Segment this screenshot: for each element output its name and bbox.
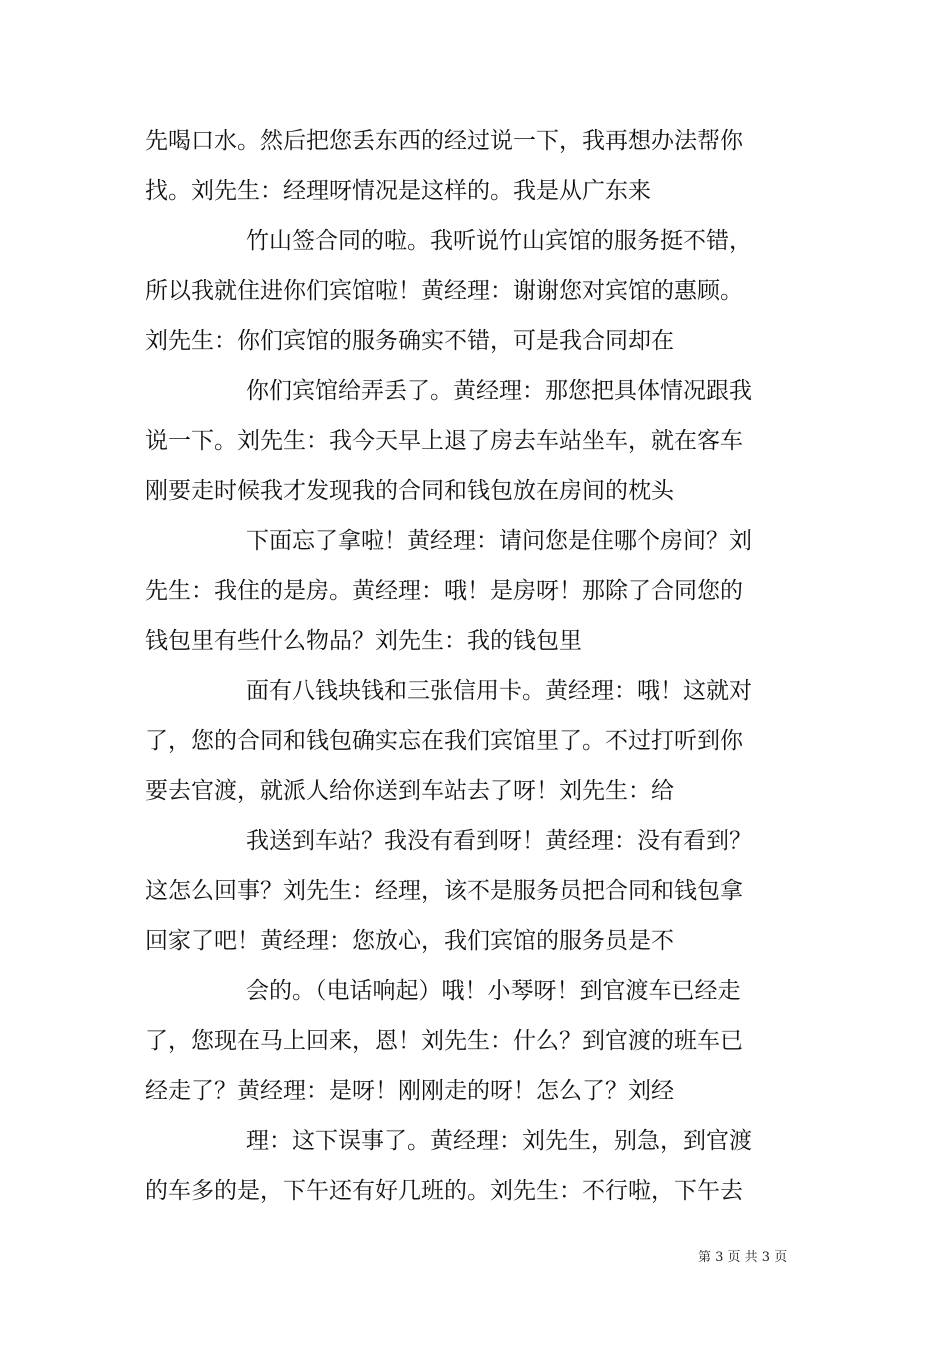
text-line: 刚要走时候我才发现我的合同和钱包放在房间的枕头 <box>145 478 674 504</box>
text-line: 了，您的合同和钱包确实忘在我们宾馆里了。不过打听到你 <box>145 728 743 754</box>
text-line: 面有八钱块钱和三张信用卡。黄经理：哦！这就对 <box>246 678 752 704</box>
text-line: 说一下。刘先生：我今天早上退了房去车站坐车，就在客车 <box>145 428 743 454</box>
page-number-footer: 第 3 页 共 3 页 <box>698 1250 788 1265</box>
text-line: 下面忘了拿啦！黄经理：请问您是住哪个房间？刘 <box>246 528 752 554</box>
text-line: 了，您现在马上回来，恩！刘先生：什么？到官渡的班车已 <box>145 1028 743 1054</box>
text-line: 找。刘先生：经理呀情况是这样的。我是从广东来 <box>145 178 651 204</box>
text-line: 回家了吧！黄经理：您放心，我们宾馆的服务员是不 <box>145 928 674 954</box>
text-line: 竹山签合同的啦。我听说竹山宾馆的服务挺不错， <box>246 228 752 254</box>
text-line: 会的。（电话响起）哦！小琴呀！到官渡车已经走 <box>246 978 741 1004</box>
text-line: 你们宾馆给弄丢了。黄经理：那您把具体情况跟我 <box>246 378 752 404</box>
body-text <box>145 116 785 1216</box>
text-line: 刘先生：你们宾馆的服务确实不错，可是我合同却在 <box>145 328 674 354</box>
text-line: 钱包里有些什么物品？刘先生：我的钱包里 <box>145 628 582 654</box>
text-line: 先生：我住的是房。黄经理：哦！是房呀！那除了合同您的 <box>145 578 743 604</box>
text-line: 要去官渡，就派人给你送到车站去了呀！刘先生：给 <box>145 778 674 804</box>
text-line: 所以我就住进你们宾馆啦！黄经理：谢谢您对宾馆的惠顾。 <box>145 278 743 304</box>
text-line: 这怎么回事？刘先生：经理，该不是服务员把合同和钱包拿 <box>145 878 743 904</box>
text-line: 我送到车站？我没有看到呀！黄经理：没有看到？ <box>246 828 752 854</box>
text-line: 理：这下误事了。黄经理：刘先生，别急，到官渡 <box>246 1128 752 1154</box>
text-line: 先喝口水。然后把您丢东西的经过说一下，我再想办法帮你 <box>145 128 743 154</box>
text-line: 的车多的是，下午还有好几班的。刘先生：不行啦，下午去 <box>145 1178 743 1204</box>
text-line: 经走了？黄经理：是呀！刚刚走的呀！怎么了？刘经 <box>145 1078 674 1104</box>
